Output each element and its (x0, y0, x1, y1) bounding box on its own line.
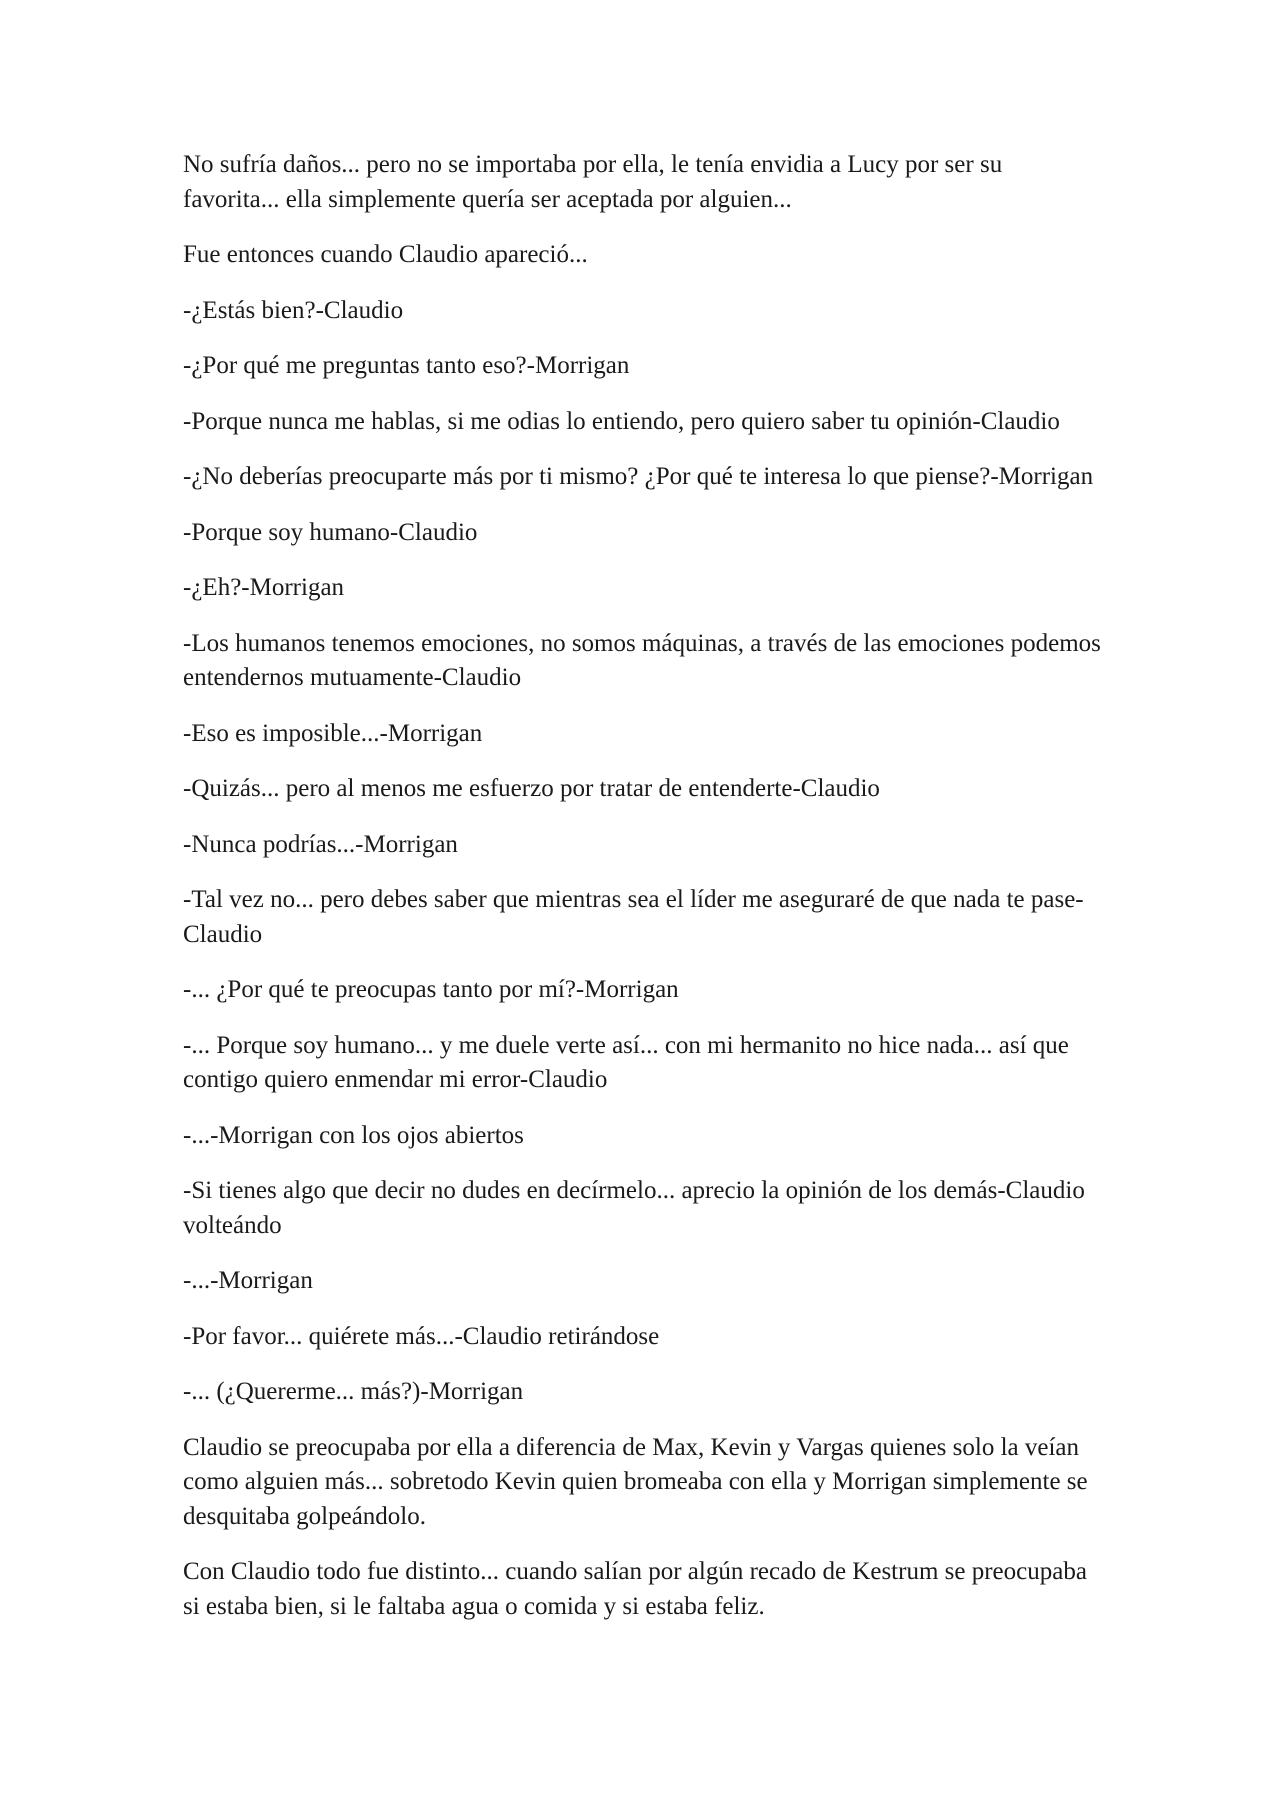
dialogue-line: -... (¿Quererme... más?)-Morrigan (183, 1378, 524, 1405)
dialogue-line: -Los humanos tenemos emociones, no somos máquinas, a través de las emociones podemos entendernos mutuamente-Claudio (183, 629, 1101, 691)
dialogue-line: -¿No deberías preocuparte más por ti mismo? ¿Por qué te interesa lo que piense?-Morrigan (183, 463, 1094, 490)
dialogue-line: -Porque soy humano-Claudio (183, 518, 478, 546)
dialogue-line: -... ¿Por qué te preocupas tanto por mí?-Morrigan (183, 976, 679, 1003)
dialogue-line: -Eso es imposible...-Morrigan (183, 719, 483, 747)
dialogue-line: -...-Morrigan con los ojos abiertos (183, 1121, 524, 1149)
dialogue-line: -¿Eh?-Morrigan (183, 574, 345, 601)
dialogue-line: -Porque nunca me hablas, si me odias lo entiendo, pero quiero saber tu opinión-Claudio (183, 407, 1060, 435)
dialogue-line: -Tal vez no... pero debes saber que mientras sea el líder me aseguraré de que nada te pase-Claudio (183, 886, 1084, 948)
dialogue-line: -... Porque soy humano... y me duele verte así... con mi hermanito no hice nada... así que contigo quiero enmendar mi error-Claudio (183, 1031, 1069, 1093)
paragraph-narration-3: Claudio se preocupaba por ella a diferencia de Max, Kevin y Vargas quienes solo la veían como alguien más... sobretodo Kevin quien bromeaba con ella y Morrigan simplemente se desquitaba golpeándolo. (183, 1433, 1088, 1530)
dialogue-line: -¿Por qué me preguntas tanto eso?-Morrigan (183, 352, 630, 379)
dialogue-line: -...-Morrigan (183, 1267, 313, 1294)
dialogue-line: -Si tienes algo que decir no dudes en decírmelo... aprecio la opinión de los demás-Claudio volteándo (183, 1177, 1085, 1239)
paragraph-narration-2: Fue entonces cuando Claudio apareció... (183, 241, 588, 268)
document-body (183, 148, 1103, 1645)
dialogue-line: -Por favor... quiérete más...-Claudio retirándose (183, 1322, 660, 1350)
paragraph-narration-4: Con Claudio todo fue distinto... cuando salían por algún recado de Kestrum se preocupaba si estaba bien, si le faltaba agua o comida y si estaba feliz. (183, 1558, 1087, 1620)
dialogue-line: -Quizás... pero al menos me esfuerzo por tratar de entenderte-Claudio (183, 775, 880, 802)
dialogue-line: -¿Estás bien?-Claudio (183, 296, 404, 324)
dialogue-line: -Nunca podrías...-Morrigan (183, 830, 458, 858)
paragraph-narration-1: No sufría daños... pero no se importaba por ella, le tenía envidia a Lucy por ser su favorita... ella simplemente quería ser aceptada por alguien... (183, 151, 1003, 213)
